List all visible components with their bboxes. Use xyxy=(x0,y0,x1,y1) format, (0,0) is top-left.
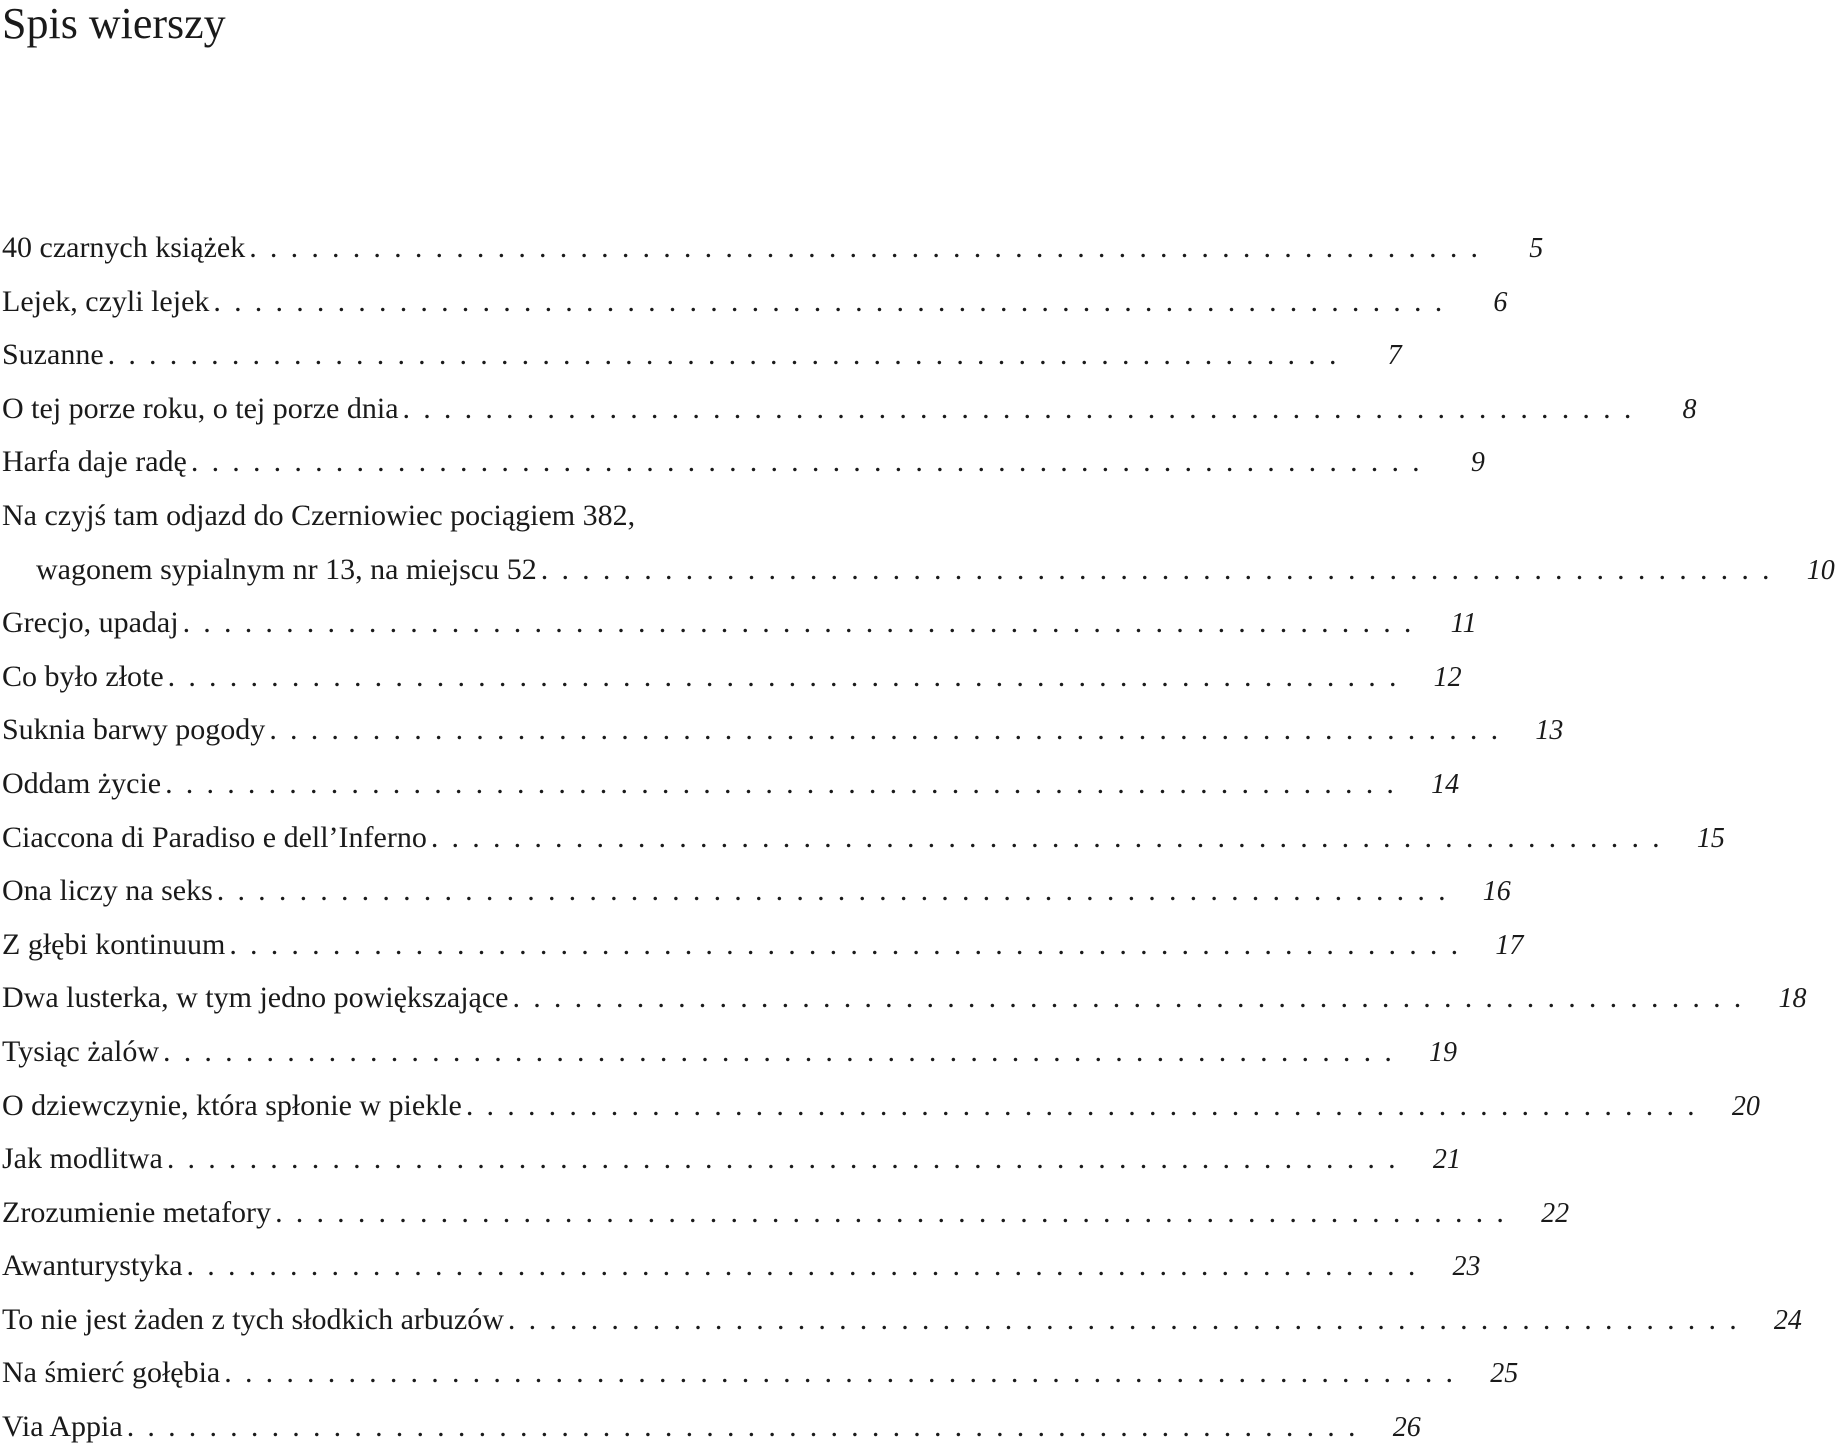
toc-entry-title: O dziewczynie, która spłonie w piekle xyxy=(2,1079,466,1133)
toc-entry-page: 5 xyxy=(1529,233,1544,264)
toc-entry-page: 21 xyxy=(1432,1144,1461,1176)
dot-leader: ............................................................ xyxy=(512,981,1755,1015)
toc-entry xyxy=(2,275,1508,329)
toc-entry xyxy=(2,703,1564,757)
toc-entry-page: 25 xyxy=(1490,1358,1519,1390)
toc-entry-page: 16 xyxy=(1482,876,1511,908)
toc-entry-title: Zrozumienie metafory xyxy=(2,1186,275,1240)
toc-entry-title: Jak modlitwa xyxy=(2,1132,167,1186)
toc-entry-page: 23 xyxy=(1452,1251,1481,1283)
dot-leader: ............................................................ xyxy=(182,606,1425,640)
toc-entry-page: 8 xyxy=(1682,393,1697,425)
toc-entry xyxy=(2,1346,1519,1400)
toc-entry-title: Ona liczy na seks xyxy=(2,864,217,918)
toc-entry-title: Via Appia xyxy=(2,1400,127,1454)
toc-entry-title: To nie jest żaden z tych słodkich arbuzów xyxy=(2,1293,508,1347)
dot-leader: ............................................................ xyxy=(213,284,1456,318)
toc-entry-title: Na śmierć gołębia xyxy=(2,1346,224,1400)
toc-entry-title: Na czyjś tam odjazd do Czerniowiec pociągiem 382, xyxy=(2,489,639,543)
table-of-contents xyxy=(2,221,1835,1454)
toc-entry-page: 11 xyxy=(1450,608,1477,640)
toc-entry-page: 26 xyxy=(1392,1412,1421,1444)
toc-entry-title: Dwa lusterka, w tym jedno powiększające xyxy=(2,971,513,1025)
dot-leader: ............................................................ xyxy=(186,1249,1429,1283)
toc-entry xyxy=(2,596,1477,650)
dot-leader: ............................................................ xyxy=(249,231,1492,264)
toc-entry-title: Oddam życie xyxy=(2,757,165,811)
toc-entry-page: 9 xyxy=(1470,447,1485,479)
toc-entry xyxy=(2,221,1544,275)
dot-leader: ............................................................ xyxy=(540,552,1783,586)
toc-entry xyxy=(2,971,1807,1025)
toc-entry-page: 12 xyxy=(1433,661,1462,693)
toc-entry-title: Grecjo, upadaj xyxy=(2,596,183,650)
toc-entry xyxy=(2,382,1697,436)
dot-leader: ............................................................ xyxy=(126,1410,1369,1444)
dot-leader: ............................................................ xyxy=(216,874,1459,908)
dot-leader: ............................................................ xyxy=(163,1034,1406,1068)
dot-leader: ............................................................ xyxy=(430,820,1673,854)
toc-entry-page: 13 xyxy=(1535,715,1564,747)
toc-entry xyxy=(2,1079,1760,1133)
dot-leader: ............................................................ xyxy=(507,1302,1750,1336)
toc-entry xyxy=(2,757,1460,811)
toc-entry xyxy=(2,489,1835,596)
dot-leader: ............................................................ xyxy=(402,391,1645,425)
toc-entry-page: 20 xyxy=(1731,1090,1760,1122)
toc-entry xyxy=(2,1186,1570,1240)
toc-entry-page: 7 xyxy=(1387,340,1402,372)
toc-entry-title-continuation: wagonem sypialnym nr 13, na miejscu 52 xyxy=(36,543,541,597)
toc-entry-title: Z głębi kontinuum xyxy=(2,918,229,972)
toc-entry-title: Ciaccona di Paradiso e dell’Inferno xyxy=(2,811,431,865)
dot-leader: ............................................................ xyxy=(190,445,1433,479)
page-title: Spis wierszy xyxy=(2,0,226,48)
toc-entry-title: Lejek, czyli lejek xyxy=(2,275,213,329)
toc-entry-title: 40 czarnych książek xyxy=(2,221,249,275)
toc-entry-title: O tej porze roku, o tej porze dnia xyxy=(2,382,403,436)
toc-entry xyxy=(2,1025,1458,1079)
dot-leader: ............................................................ xyxy=(275,1195,1518,1229)
toc-entry-page: 22 xyxy=(1541,1197,1570,1229)
toc-entry-title: Suzanne xyxy=(2,328,108,382)
toc-entry xyxy=(2,1400,1421,1454)
dot-leader: ............................................................ xyxy=(224,1356,1467,1390)
toc-entry xyxy=(2,864,1511,918)
dot-leader: ............................................................ xyxy=(229,927,1472,961)
toc-entry-title: Awanturystyka xyxy=(2,1239,187,1293)
toc-entry-page: 6 xyxy=(1493,286,1508,318)
toc-entry xyxy=(2,650,1462,704)
dot-leader: ............................................................ xyxy=(167,659,1410,693)
toc-entry-page: 17 xyxy=(1495,929,1524,961)
toc-entry xyxy=(2,1293,1802,1347)
toc-entry-title: Tysiąc żalów xyxy=(2,1025,163,1079)
toc-entry-page: 24 xyxy=(1773,1304,1802,1336)
toc-entry xyxy=(2,1132,1461,1186)
toc-entry-page: 18 xyxy=(1778,983,1807,1015)
toc-entry-page: 19 xyxy=(1429,1036,1458,1068)
toc-entry xyxy=(2,918,1524,972)
dot-leader: ............................................................ xyxy=(166,1142,1409,1176)
dot-leader: ............................................................ xyxy=(165,766,1408,800)
toc-entry-page: 10 xyxy=(1806,554,1835,586)
toc-entry xyxy=(2,435,1485,489)
dot-leader: ............................................................ xyxy=(269,713,1512,747)
toc-entry xyxy=(2,1239,1481,1293)
dot-leader: ............................................................ xyxy=(465,1088,1708,1122)
toc-entry-title: Co było złote xyxy=(2,650,168,704)
toc-entry-title: Suknia barwy pogody xyxy=(2,703,269,757)
toc-entry-page: 15 xyxy=(1696,822,1725,854)
toc-entry xyxy=(2,811,1725,865)
toc-entry-title: Harfa daje radę xyxy=(2,435,191,489)
dot-leader: ............................................................ xyxy=(107,338,1350,372)
toc-entry-page: 14 xyxy=(1431,768,1460,800)
toc-entry xyxy=(2,328,1402,382)
